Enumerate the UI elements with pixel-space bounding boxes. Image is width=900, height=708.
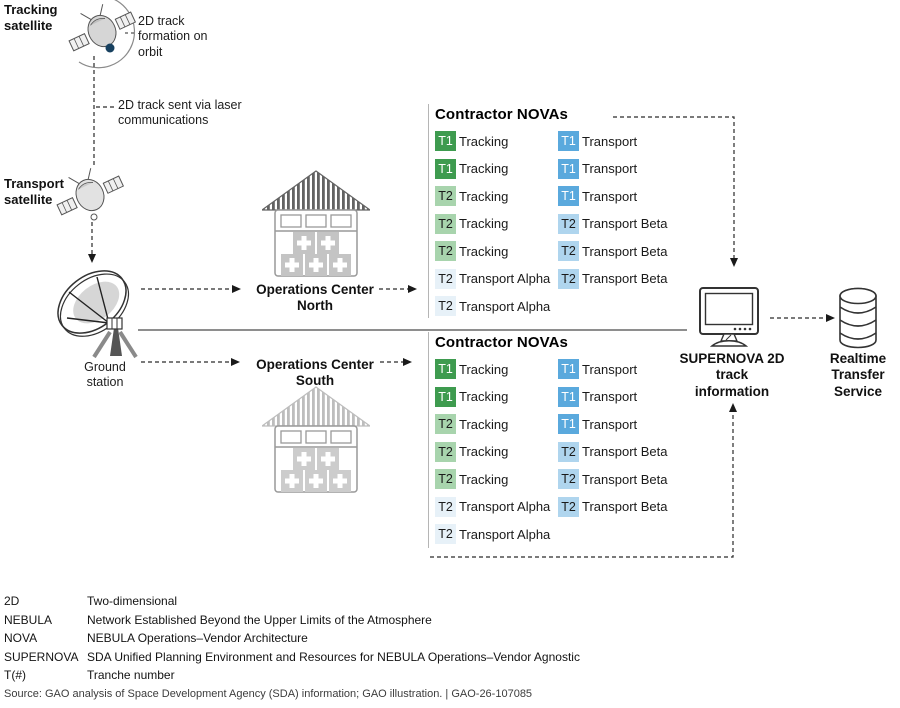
tranche-badge: T2	[435, 241, 456, 261]
nova-item	[435, 269, 558, 289]
tranche-badge: T2	[558, 214, 579, 234]
database-cylinder-icon	[838, 287, 878, 349]
nova-item-label: Transport Beta	[582, 471, 668, 487]
legend-row	[4, 629, 580, 648]
nova-item-label: Tracking	[459, 416, 509, 432]
tranche-badge: T1	[558, 387, 579, 407]
nova-item	[558, 497, 697, 517]
warehouse-building-icon	[262, 386, 370, 498]
tranche-badge: T2	[558, 442, 579, 462]
satellite-sensor-dot	[106, 44, 115, 53]
ops-center-north-label: Operations Center North	[256, 282, 374, 314]
tranche-badge: T2	[435, 442, 456, 462]
nova-item-label: Transport	[582, 416, 638, 432]
tranche-badge: T1	[558, 359, 579, 379]
nova-item	[558, 186, 697, 206]
nova-item-label: Transport	[582, 188, 638, 204]
nova-item	[558, 241, 697, 261]
transport-satellite-label: Transport satellite	[4, 176, 64, 207]
nova-item	[558, 414, 697, 434]
tranche-badge: T2	[435, 524, 456, 544]
nova-item	[558, 214, 697, 234]
nova-item	[558, 159, 697, 179]
nova-item	[558, 131, 697, 151]
nova-item-label: Transport Alpha	[459, 298, 551, 314]
tranche-badge: T2	[435, 296, 456, 316]
nova-item-label: Tracking	[459, 444, 509, 459]
nova-item-label: Tracking	[459, 133, 509, 149]
nova-item	[435, 159, 558, 179]
nova-transport-list	[558, 131, 697, 324]
nova-south-to-supernova-arrowhead	[729, 403, 737, 412]
computer-monitor-icon	[698, 286, 762, 348]
nova-item-label: Transport	[582, 133, 638, 149]
nova-item-label: Transport Beta	[582, 271, 668, 286]
nova-item-label: Transport Beta	[582, 499, 668, 514]
tranche-badge: T1	[558, 414, 579, 434]
legend-term: 2D	[4, 594, 20, 608]
tranche-badge: T1	[558, 159, 579, 179]
nova-item	[435, 469, 558, 489]
nova-item	[558, 359, 697, 379]
tracking-satellite-label: Tracking satellite	[4, 2, 58, 33]
nova-item-label: Tracking	[459, 243, 509, 259]
legend-definition: NEBULA Operations–Vendor Architecture	[87, 631, 308, 646]
supernova-to-rts-arrowhead	[826, 314, 835, 322]
tranche-badge: T2	[435, 497, 456, 517]
laser-comms-note: 2D track sent via laser communications	[118, 98, 242, 128]
nova-item-label: Tracking	[459, 188, 509, 204]
tranche-badge: T1	[435, 359, 456, 379]
abbreviation-legend	[4, 592, 580, 685]
supernova-label: SUPERNOVA 2D track information	[679, 351, 785, 399]
nova-item-label: Transport Alpha	[459, 526, 551, 542]
tranche-badge: T2	[558, 269, 579, 289]
tranche-badge: T1	[558, 186, 579, 206]
ops-center-south-label: Operations Center South	[256, 357, 374, 389]
contractor-novas-south-box	[428, 332, 697, 548]
nova-item	[435, 414, 558, 434]
nova-item	[435, 387, 558, 407]
tranche-badge: T2	[435, 269, 456, 289]
legend-definition: Two-dimensional	[87, 594, 178, 608]
source-credit-line: Source: GAO analysis of Space Development Agency (SDA) information; GAO illustration. | GAO-26-107085	[4, 688, 533, 700]
legend-row	[4, 611, 580, 630]
nova-item-label: Tracking	[459, 389, 509, 404]
realtime-transfer-service-label: Realtime Transfer Service	[829, 351, 887, 399]
legend-definition: SDA Unified Planning Environment and Resources for NEBULA Operations–Vendor Agnostic	[87, 649, 580, 664]
legend-term: T(#)	[4, 668, 26, 683]
nova-box-title: Contractor NOVAs	[435, 106, 569, 123]
nova-box-title: Contractor NOVAs	[435, 334, 569, 351]
track-formation-note: 2D track formation on orbit	[138, 14, 208, 59]
nova-transport-list	[558, 359, 697, 552]
tranche-badge: T2	[558, 497, 579, 517]
nova-north-to-supernova-arrowhead	[730, 258, 738, 267]
nova-item-label: Transport	[582, 361, 638, 377]
nova-item-label: Transport Alpha	[459, 271, 551, 286]
nova-item	[558, 469, 697, 489]
satellite-dish-icon	[52, 260, 144, 360]
legend-row	[4, 648, 580, 667]
nova-item	[435, 214, 558, 234]
nova-item-label: Tracking	[459, 471, 509, 487]
nova-item-label: Transport Beta	[582, 243, 668, 259]
tranche-badge: T2	[435, 414, 456, 434]
legend-row	[4, 592, 580, 611]
tranche-badge: T1	[435, 131, 456, 151]
legend-term: NEBULA	[4, 612, 53, 627]
nova-item	[435, 131, 558, 151]
nova-item-label: Transport Beta	[582, 444, 668, 459]
nova-item	[435, 442, 558, 462]
nova-tracking-list	[435, 359, 558, 552]
satellite-icon	[66, 4, 138, 60]
south-to-nova-arrowhead	[403, 358, 412, 366]
tranche-badge: T1	[558, 131, 579, 151]
nova-item	[435, 241, 558, 261]
tranche-badge: T2	[558, 469, 579, 489]
nova-item	[435, 359, 558, 379]
tranche-badge: T2	[435, 186, 456, 206]
tranche-badge: T2	[435, 214, 456, 234]
legend-definition: Network Established Beyond the Upper Limits of the Atmosphere	[87, 612, 432, 627]
ground-station-label: Ground station	[84, 360, 126, 390]
tranche-badge: T1	[435, 387, 456, 407]
nova-item-label: Tracking	[459, 216, 509, 231]
nova-item	[435, 497, 558, 517]
nova-item-label: Tracking	[459, 161, 509, 176]
nova-item-label: Transport	[582, 161, 638, 176]
gs-to-north-arrowhead	[232, 285, 241, 293]
tranche-badge: T2	[558, 241, 579, 261]
tranche-badge: T2	[435, 469, 456, 489]
legend-definition: Tranche number	[87, 668, 175, 683]
nova-item	[558, 269, 697, 289]
north-to-nova-arrowhead	[408, 285, 417, 293]
nova-item	[435, 524, 558, 544]
legend-row	[4, 666, 580, 685]
nova-item	[558, 387, 697, 407]
tranche-badge: T1	[435, 159, 456, 179]
warehouse-building-icon	[262, 170, 370, 282]
gs-to-south-arrowhead	[231, 358, 240, 366]
contractor-novas-north-box	[428, 104, 697, 318]
nova-item	[435, 186, 558, 206]
nova-item-label: Transport	[582, 389, 638, 404]
nova-item	[558, 442, 697, 462]
legend-term: NOVA	[4, 631, 38, 646]
legend-term: SUPERNOVA	[4, 649, 79, 664]
nova-item-label: Transport Beta	[582, 216, 668, 231]
nova-item	[435, 296, 558, 316]
nova-item-label: Transport Alpha	[459, 499, 551, 514]
nova-tracking-list	[435, 131, 558, 324]
nova-item-label: Tracking	[459, 361, 509, 377]
